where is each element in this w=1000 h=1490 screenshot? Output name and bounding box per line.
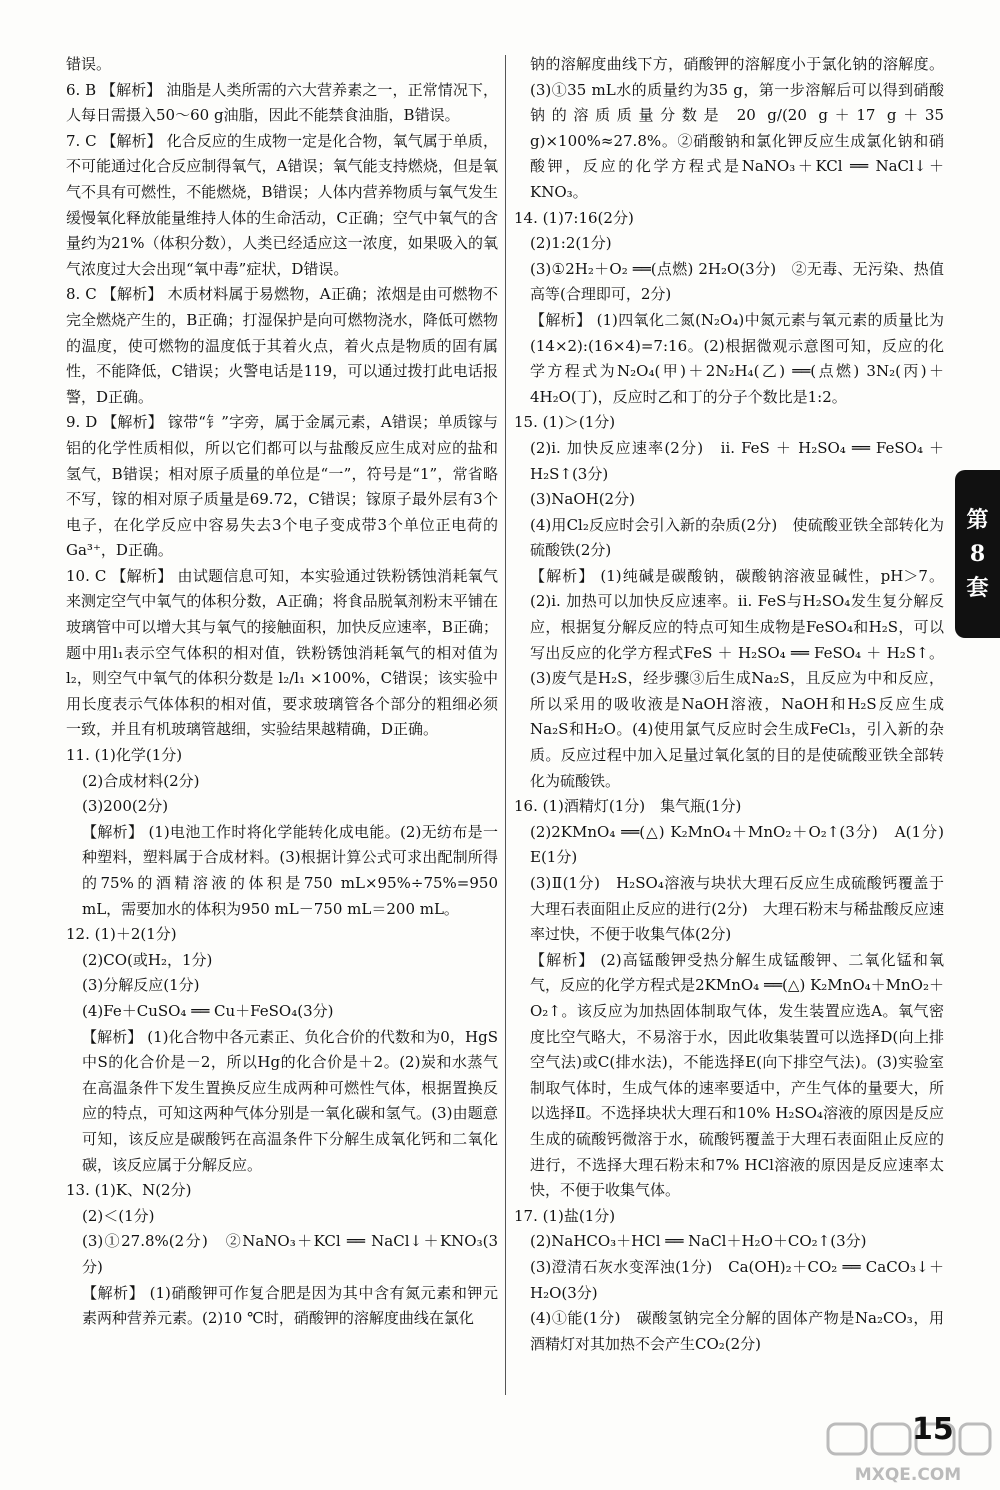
answer-12-4: (4)Fe＋CuSO₄ ══ Cu＋FeSO₄(3分) bbox=[82, 1001, 334, 1020]
answer-12-2: (2)CO(或H₂，1分) bbox=[82, 950, 213, 969]
answer-13-1: 13. (1)K、N(2分) bbox=[66, 1181, 192, 1200]
analysis-11: 【解析】 (1)电池工作时将化学能转化成电能。(2)无纺布是一种塑料，塑料属于合成材料。(3)根据计算公式可求出配制所得的75%的酒精溶液的体积是750 mL×95%÷75%=950 mL，需要加水的体积为950 mL－750 mL＝200 mL。 bbox=[82, 822, 498, 918]
answer-12-3: (3)分解反应(1分) bbox=[82, 976, 200, 995]
answer-11-1: 11. (1)化学(1分) bbox=[66, 746, 183, 765]
analysis-13-cont: 钠的溶解度曲线下方，硝酸钾的溶解度小于氯化钠的溶解度。(3)①35 mL水的质量约为35 g，第一步溶解后可以得到硝酸钠的溶质质量分数是 20 g/(20 g＋17 g＋35 g)×100%≈27.8%。②硝酸钠和氯化钾反应生成氯化钠和硝酸钾，反应的化学方程式是NaNO₃＋KCl ══ NaCl↓＋KNO₃。 bbox=[530, 55, 944, 201]
answer-15-2: (2)i. 加快反应速率(2分) ii. FeS ＋ H₂SO₄ ══ FeSO₄ ＋ H₂S↑(3分) bbox=[530, 438, 944, 483]
analysis-14: 【解析】 (1)四氧化二氮(N₂O₄)中氮元素与氧元素的质量比为(14×2):(16×4)=7:16。(2)根据微观示意图可知，反应的化学方程式为N₂O₄(甲)＋2N₂H₄(乙) ══(点燃) 3N₂(丙)＋4H₂O(丁)，反应时乙和丁的分子个数比是1:2。 bbox=[530, 310, 944, 406]
answer-9: 9. D 【解析】 镓带“钅”字旁，属于金属元素，A错误；单质镓与铝的化学性质相似，所以它们都可以与盐酸反应生成对应的盐和氢气，B错误；相对原子质量的单位是“一”，符号是“1”，常省略不写，镓的相对原子质量是69.72，C错误；镓原子最外层有3个电子，在化学反应中容易失去3个电子变成带3个单位正电荷的Ga³⁺，D正确。 bbox=[66, 413, 498, 560]
answer-17-2: (2)NaHCO₃＋HCl ══ NaCl＋H₂O＋CO₂↑(3分) bbox=[530, 1232, 867, 1251]
answer-8: 8. C 【解析】 木质材料属于易燃物，A正确；浓烟是由可燃物不完全燃烧产生的，B正确；打湿保护是向可燃物浇水，降低可燃物的温度，使可燃物的温度低于其着火点，着火点是物质的固有属性，不能降低，C错误；火警电话是119，可以通过拨打此电话报警，D正确。 bbox=[66, 285, 498, 406]
analysis-12: 【解析】 (1)化合物中各元素正、负化合价的代数和为0，HgS中S的化合价是－2，所以Hg的化合价是＋2。(2)炭和水蒸气在高温条件下发生置换反应生成两种可燃性气体，根据置换反应的特点，可知这两种气体分别是一氧化碳和氢气。(3)由题意可知，该反应是碳酸钙在高温条件下分解生成氧化钙和二氧化碳，该反应属于分解反应。 bbox=[82, 1027, 498, 1174]
answer-14-3: (3)①2H₂＋O₂ ══(点燃) 2H₂O(3分) ②无毒、无污染、热值高等(合理即可，2分) bbox=[530, 259, 944, 304]
text-line: 错误。 bbox=[66, 55, 112, 73]
right-column bbox=[514, 52, 960, 1357]
answer-13-3: (3)①27.8%(2分) ②NaNO₃＋KCl ══ NaCl↓＋KNO₃(3分) bbox=[82, 1232, 498, 1276]
answer-11-2: (2)合成材料(2分) bbox=[82, 771, 200, 790]
answer-15-3: (3)NaOH(2分) bbox=[530, 490, 635, 509]
side-tab-char: 8 bbox=[969, 541, 986, 567]
answer-11-3: (3)200(2分) bbox=[82, 797, 169, 816]
answer-15-1: 15. (1)＞(1分) bbox=[514, 413, 616, 432]
answer-17-3: (3)澄清石灰水变浑浊(1分) Ca(OH)₂＋CO₂ ══ CaCO₃↓＋H₂O(3分) bbox=[530, 1257, 944, 1302]
answer-15-4: (4)用Cl₂反应时会引入新的杂质(2分) 使硫酸亚铁全部转化为硫酸铁(2分) bbox=[530, 515, 944, 560]
answer-12-1: 12. (1)＋2(1分) bbox=[66, 925, 177, 944]
answer-16-3: (3)Ⅱ(1分) H₂SO₄溶液与块状大理石反应生成硫酸钙覆盖于大理石表面阻止反应的进行(2分) 大理石粉末与稀盐酸反应速率过快，不便于收集气体(2分) bbox=[530, 874, 944, 944]
side-tab-char: 第 bbox=[966, 507, 989, 533]
answer-16-2: (2)2KMnO₄ ══(△) K₂MnO₄＋MnO₂＋O₂↑(3分) A(1分) E(1分) bbox=[530, 822, 960, 867]
answer-13-2: (2)＜(1分) bbox=[82, 1206, 155, 1225]
answer-16-1: 16. (1)酒精灯(1分) 集气瓶(1分) bbox=[514, 797, 742, 816]
analysis-16: 【解析】 (2)高锰酸钾受热分解生成锰酸钾、二氧化锰和氧气，反应的化学方程式是2KMnO₄ ══(△) K₂MnO₄＋MnO₂＋O₂↑。该反应为加热固体制取气体，发生装置应选A。氧气密度比空气略大，不易溶于水，因此收集装置可以选择D(向上排空气法)或C(排水法)，不能选择E(向下排空气法)。(3)实验室制取气体时，生成气体的速率要适中，产生气体的量要大，所以选择Ⅱ。不选择块状大理石和10% H₂SO₄溶液的原因是反应生成的硫酸钙微溶于水，硫酸钙覆盖于大理石表面阻止反应的进行，不选择大理石粉末和7% HCl溶液的原因是反应速率太快，不便于收集气体。 bbox=[530, 950, 944, 1200]
analysis-13: 【解析】 (1)硝酸钾可作复合肥是因为其中含有氮元素和钾元素两种营养元素。(2)10 ℃时，硝酸钾的溶解度曲线在氯化 bbox=[82, 1283, 498, 1328]
watermark-text: MXQE.COM bbox=[854, 1465, 962, 1485]
side-tab-char: 套 bbox=[966, 575, 989, 601]
answer-10: 10. C 【解析】 由试题信息可知，本实验通过铁粉锈蚀消耗氧气来测定空气中氧气的体积分数，A正确；将食品脱氧剂粉末平铺在玻璃管中可以增大其与氧气的接触面积，加快反应速率，B正确；题中用l₁表示空气体积的相对值，铁粉锈蚀消耗氧气的相对值为l₂，则空气中氧气的体积分数是 l₂/l₁ ×100%，C错误；该实验中用长度表示气体体积的相对值，要求玻璃管各个部分的粗细必须一致，并且有机玻璃管越细，实验结果越精确，D正确。 bbox=[66, 566, 498, 739]
column-divider bbox=[505, 55, 506, 1395]
set-number-tab bbox=[955, 470, 1000, 638]
answer-7: 7. C 【解析】 化合反应的生成物一定是化合物，氧气属于单质，不可能通过化合反应制得氧气，A错误；氧气能支持燃烧，但是氧气不具有可燃性，不能燃烧，B错误；人体内营养物质与氧气发生缓慢氧化释放能量维持人体的生命活动，C正确；空气中氧气的含量约为21%（体积分数），人类已经适应这一浓度，如果吸入的氧气浓度过大会出现“氧中毒”症状，D错误。 bbox=[66, 131, 498, 278]
answer-14-1: 14. (1)7:16(2分) bbox=[514, 208, 634, 227]
watermark-logo bbox=[820, 1418, 995, 1488]
analysis-15: 【解析】 (1)纯碱是碳酸钠，碳酸钠溶液显碱性，pH＞7。(2)i. 加热可以加快反应速率。ii. FeS与H₂SO₄发生复分解反应，根据复分解反应的特点可知生成物是FeSO₄和H₂S，可以写出反应的化学方程式FeS ＋ H₂SO₄ ══ FeSO₄ ＋ H₂S↑。(3)废气是H₂S，经步骤③后生成Na₂S，且反应为中和反应，所以采用的吸收液是NaOH溶液，NaOH和H₂S反应生成Na₂S和H₂O。(4)使用氯气反应时会生成FeCl₃，引入新的杂质。反应过程中加入足量过氧化氢的目的是使硫酸亚铁全部转化为硫酸铁。 bbox=[530, 566, 944, 790]
left-column bbox=[66, 52, 498, 1332]
answer-17-1: 17. (1)盐(1分) bbox=[514, 1206, 616, 1225]
answer-6: 6. B 【解析】 油脂是人类所需的六大营养素之一，正常情况下，人每日需摄入50～60 g油脂，因此不能禁食油脂，B错误。 bbox=[66, 80, 498, 125]
answer-17-4: (4)①能(1分) 碳酸氢钠完全分解的固体产物是Na₂CO₃，用酒精灯对其加热不会产生CO₂(2分) bbox=[530, 1309, 944, 1353]
answer-14-2: (2)1:2(1分) bbox=[530, 234, 612, 253]
page-number: 15 bbox=[912, 1412, 954, 1447]
